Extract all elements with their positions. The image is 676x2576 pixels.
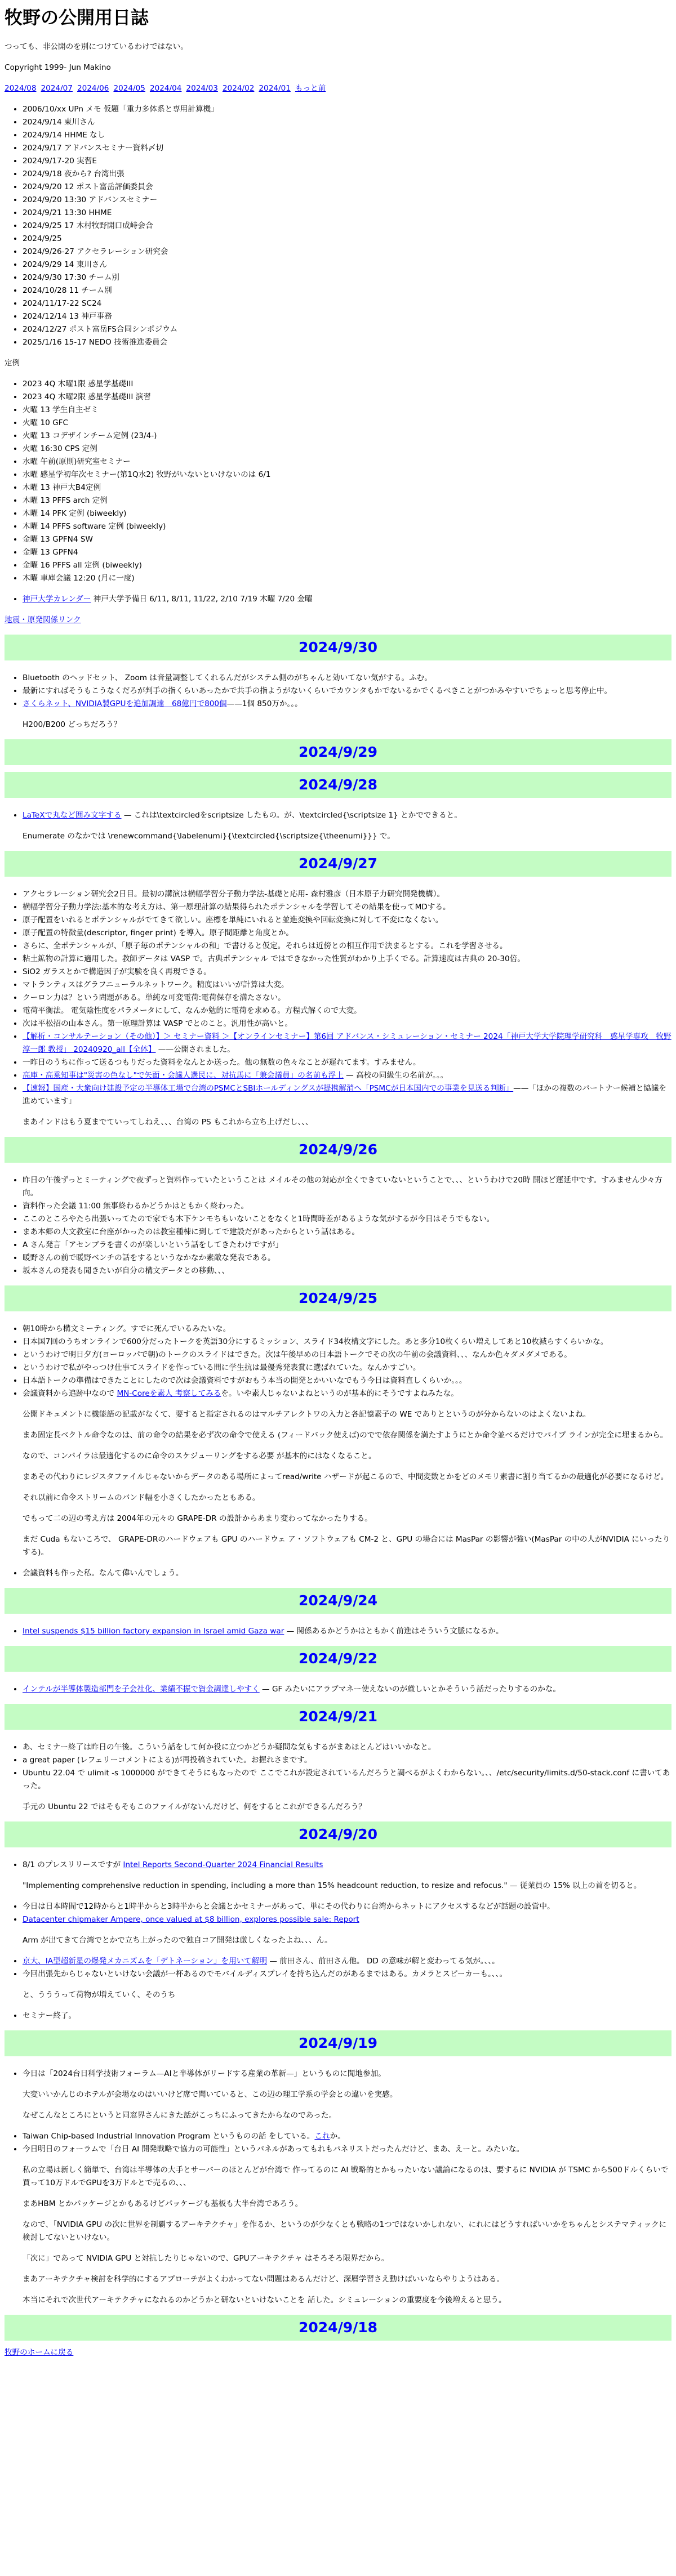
entry-list [5,1683,671,1696]
date-header: 2024/9/20 [5,1821,671,1847]
entry-link[interactable]: 高庫・高乗知事は"災害の色なし"で矢面・会議人選民に、対抗馬に「兼会議員」の名前も浮上 [23,1071,344,1080]
entry-text: 日本語トークの準備はできたことにしたので次は会議資料ですがおもう本当の開発とかいいなでもう今日は資料直しくらいか。。。 [23,1376,467,1385]
teirei-item: • 木曜 13 神戸大B4定例 [23,481,671,494]
month-link[interactable]: 2024/08 [5,84,37,93]
entry-text: か。 [330,2132,345,2141]
schedule-item: • 2024/9/30 17:30 チーム別 [23,271,671,284]
earthquake-links[interactable]: 地震・原発関係リンク [5,615,81,624]
schedule-item: • 2024/10/28 11 チーム別 [23,284,671,297]
entry-item [23,1213,671,1226]
entry-item [23,1174,671,1200]
entry-text: — 高校の同級生の名前が。。。 [343,1071,448,1080]
entry-text: 今日は「2024台日科学技術フォーラム—AIと半導体がリードする産業の革新—」というものに聞地参加。 [23,2069,386,2078]
entry-text: 粘土鉱物の計算に適用した。教師データは VASP で。古典ポテンシャル ではできなかった性質がわかり上手くでる。計算速度は古典の 20-30倍。 [23,954,525,963]
schedule-item: • 2024/9/20 13:30 アドバンスセミナー [23,194,671,207]
month-link[interactable]: 2024/01 [259,84,291,93]
entry-link[interactable]: 【解析・コンサルテーション（その他）】＞ セミナー資料 ＞【オンラインセミナー】第6回 アドバンス・シミュレーション・セミナー 2024「神戸大学大学院理学研究科 惑星学専攻 牧野 淳一郎 教授」 20240920_all【全体】 [23,1032,671,1054]
schedule-item: • 2024/12/27 ポスト富岳FS合同シンポジウム [23,323,671,336]
schedule-item: • 2024/9/14 HHME なし [23,129,671,142]
entry-text: — GF みたいにアラブマネー使えないのが厳しいとかそういう話だったりするのかな。 [259,1685,561,1694]
date-header: 2024/9/29 [5,739,671,765]
entry-text: — 前田さん、前田さん他。 DD の意味が解と変わってる気が。、、。 [267,1957,500,1966]
teirei-item: • 金曜 16 PFFS all 定例 (biweekly) [23,559,671,572]
home-link[interactable]: 牧野のホームに戻る [5,2348,74,2357]
entry-item [23,1349,671,1361]
entry-item [23,1056,671,1069]
entry-text: — これは\textcircledをscriptsize したもの。が、\textcircled{\scriptsize 1} とかでできると。 [121,811,462,820]
date-header: 2024/9/25 [5,1285,671,1311]
entry-text: 今回出張先からじゃないといけない会議が一杯あるのでモバイルディスプレイを持ち込んだのがあるまではある。カメラとスピーカーも。、、。 [23,1970,508,1979]
entry-text: を。いや素人じゃないよねというのが基本的にそうですよねみたな。 [221,1389,459,1398]
entry-text: a great paper (レフェリーコメントによる)が再投稿されていた。お握れさまです。 [23,1756,312,1765]
entry-item [23,1374,671,1387]
entry-text: 一昨日のうちに作って送るつもりだった資料をなんとか送った。他の無数の色々なことが遅れてます。すみません。 [23,1058,421,1067]
teirei-item: • 金曜 13 GPFN4 [23,546,671,559]
entry-list [5,888,671,1108]
entry-text: SiO2 ガラスとかで構造因子が実験を良く再現できる。 [23,967,211,976]
entry-list [5,2130,671,2156]
entry-text: ——「ほかの複数のパートナー候補と協議を進めています」 [23,1084,667,1106]
date-header: 2024/9/18 [5,2315,671,2341]
entry-item [23,1336,671,1349]
entry-item [23,1968,671,1981]
entry-list [5,1900,671,1926]
entry-item [23,1226,671,1239]
entry-item [23,1567,671,1580]
entry-paragraph: Enumerate のなかでは \renewcommand{\labelenumi}{\textcircled{\scriptsize{\theenumi}}} で。 [23,832,395,841]
teirei-list [5,378,671,585]
entry-item [23,927,671,940]
entry-paragraph: なぜこんなところにというと同窓界さんにきた話がこっちにふってきたからなのであった。 [23,2111,336,2120]
entry-text: あ、セミナー終了は昨日の午後。こういう話をして何か役に立つかどうか疑問な気もするがまあほとんどはいいかなと。 [23,1743,436,1752]
entry-paragraph: まあ固定長ベクトル命令なのは、前の命令の結果を必ず次の命令で使える (フィードバック使えば)のでで依存関係を満たすようにとか命令並べるだけでパイプ ラインが完全に埋まるから。 [23,1431,668,1440]
entry-list [5,1741,671,1793]
entry-link[interactable]: LaTeXで丸など囲み文字する [23,811,122,820]
schedule-item: • 2024/12/14 13 神戸事務 [23,310,671,323]
teirei-item: • 金曜 13 GPFN4 SW [23,533,671,546]
entry-paragraph: H200/B200 どっちだろう？ [23,720,122,729]
entry-text: アクセラレーション研究会2日目。最初の講演は横幅学習分子動力学法-基礎と応用- 森村雅彦（日本原子力研究開発機構）。 [23,890,445,899]
entry-text: さらに、全ポテンシャルが、「原子毎のポテンシャルの和」で書けると仮定。それらは近傍との相互作用で決まるとする。これを学習させる。 [23,941,508,950]
entry-text: というわけで私がやっつけ仕事てスライドを作っている間に学生抗は最優秀発表賞に選ばれていた。なんかすごい。 [23,1363,421,1372]
entry-paragraph: と、うううって荷物が増えていく、そのうち [23,1990,176,1999]
teirei-item: • 火曜 13 学生自主ゼミ [23,404,671,417]
entry-text: セミナー終了。 [23,2011,77,2020]
schedule-item: • 2025/1/16 15-17 NEDO 技術推進委員会 [23,336,671,349]
entry-item [23,2010,671,2023]
entry-text: ここのところやたら出張いってたので家でも木下ケンモちもいないことをなくと1時間時差があるような気がするが今日はそうでもない。 [23,1215,495,1224]
entry-link[interactable]: 【速報】国産・大衆向け建設予定の半導体工場で台湾のPSMCとSBIホールディングスが提携解消へ「PSMCが日本国内での事業を見送る判断」 [23,1084,514,1093]
entry-item [23,2130,671,2143]
entry-item [23,1082,671,1108]
entry-paragraph: まあHBM とかパッケージとかもあるけどパッケージも基板も大半台湾であろう。 [23,2199,303,2208]
diary-body [5,635,671,2341]
schedule-item: • 2024/9/26-27 アクセラレーション研究会 [23,245,671,258]
entry-item [23,1361,671,1374]
schedule-item: • 2024/9/21 13:30 HHME [23,207,671,220]
entry-item [23,901,671,914]
entry-text: まあ本郷の大文教室に台座がかったのは教室種棟に到してで建設だがあったからという話はある。 [23,1227,359,1236]
schedule-item: • 2024/9/25 17 木村牧野開口成峙会合 [23,220,671,233]
entry-item [23,1252,671,1265]
schedule-item: • 2024/9/20 12 ポスト富岳評価委員会 [23,181,671,194]
subtitle: つっても、非公開のを別につけているわけではない。 [5,42,188,51]
entry-text: 日本国7回のうちオンラインで600分だったトークを英語30分にするミッション、スライド34枚構文字にした。あと多分10枚くらい増えしてあと10枚減らすくらいかな。 [23,1337,608,1346]
teirei-item: • 2023 4Q 木曜1限 惑星学基礎III [23,378,671,391]
month-link[interactable]: 2024/04 [149,84,182,93]
month-link[interactable]: 2024/02 [222,84,255,93]
entry-item [23,1239,671,1252]
kobe-calendar-list [5,593,671,606]
entry-item [23,1200,671,1213]
entry-text: 今日は日本時間で12時からと1時半からと3時半からと会議とかセミナーがあって、単にその代わりに台湾からネットにアクセスするなどが話題の設営中。 [23,1902,555,1911]
schedule-item: • 2024/9/17 アドバンスセミナー資料〆切 [23,142,671,155]
date-header: 2024/9/27 [5,851,671,877]
month-link[interactable]: 2024/05 [113,84,145,93]
entry-text: 会議資料も作った私。なんて偉いんでしょう。 [23,1569,184,1578]
entry-item [23,1017,671,1030]
entry-paragraph: 大変いいかんじのホテルが会場なのはいいけど席で聞いていると、この辺の理工学系の学会との違いを実感。 [23,2090,398,2099]
entry-list [5,2010,671,2023]
teirei-item: • 2023 4Q 木曜2限 惑星学基礎III 演習 [23,391,671,404]
schedule-item: • 2024/11/17-22 SC24 [23,297,671,310]
month-nav [5,82,671,95]
entry-item [23,1625,671,1638]
entry-link[interactable]: インテルが半導体製造部門を子会社化、業績不振で資金調達しやすく [23,1685,260,1694]
schedule-item: • 2024/9/17-20 実習E [23,155,671,168]
entry-paragraph: なので、「NVIDIA GPU の次に世界を制覇するアーキテクチャ」を作るか、というのが少なくとも戦略の1つではないかしれない、にれにはどうすればいいかをちゃんとシステマティックに検討してないといけない。 [23,2220,667,2242]
entry-list [5,1955,671,1981]
entry-item [23,1683,671,1696]
entry-item [23,1913,671,1926]
entry-text: 坂本さんの発表も聞きたいが自分の構文データとの移動、、、 [23,1266,230,1275]
entry-item [23,1265,671,1278]
entry-text: — 関係あるかどうかはともかく前進はそういう文脈になるか。 [284,1627,504,1636]
entry-paragraph: まあインドはもう夏までていってしねえ、、、台湾の PS もこれから立ち上げだし、、、 [23,1118,313,1127]
entry-text: 今日明日のフォーラムで「台日 AI 開発戦略で協力の可能性」というパネルがあってもれもパネリストだったんだけど、まあ、えーと。みたいな。 [23,2145,524,2154]
entry-paragraph: 公開ドキュメントに機能語の記載がなくて、要すると指定されるのはマルチアレクトワの入力と各記憶素子の WE でありとというのが分からないのはよくないよね。 [23,1410,591,1419]
entry-item [23,672,671,685]
page-title: 牧野の公開用日誌 [5,7,149,28]
entry-item [23,1859,671,1872]
entry-paragraph: 私の立場は新しく簡単で、台湾は半導体の大手とサーバーのほとんどが台湾で 作ってるのに AI 戦略的とかもったいない議論になるのは、要するに NVIDIA が TSMC から500ドルくらいで買って10万ドルでGPUを3万ドルとで売るの、、、 [23,2166,669,2187]
teirei-item: • 火曜 16:30 CPS 定例 [23,443,671,456]
entry-list [5,672,671,711]
entry-list [5,809,671,822]
date-header: 2024/9/24 [5,1588,671,1614]
teirei-item: • 火曜 10 GFC [23,417,671,430]
entry-item [23,966,671,979]
entry-link[interactable]: これ [314,2132,330,2141]
entry-text: 8/1 のプレスリリースですが [23,1860,123,1869]
entry-item [23,992,671,1004]
entry-item [23,1955,671,1968]
entry-text: 次は平松招の山本さん。第一原理計算は VASP でとのこと。汎用性が高いと。 [23,1019,293,1028]
copyright: Copyright 1999- Jun Makino [5,63,111,72]
entry-list [5,1625,671,1638]
entry-link[interactable]: 京大、IA型超新星の爆発メカニズムを「デトネーション」を用いて解明 [23,1957,268,1966]
entry-paragraph: Arm が出てきて台湾でとかで立ち上がったので独自コア開発は厳しくなったよね、、、ん。 [23,1936,332,1945]
schedule-item: • 2024/9/18 夜から? 台湾出張 [23,168,671,181]
entry-item [23,888,671,901]
entry-list [5,1323,671,1400]
entry-text: ——公開されました。 [155,1045,235,1054]
schedule-item: • 2024/9/29 14 東川さん [23,258,671,271]
entry-text: クーロン力は？という問題がある。単純な可変電荷:電荷保存を満たさない。 [23,993,286,1002]
date-header: 2024/9/22 [5,1646,671,1672]
teirei-item: • 木曜 13 PFFS arch 定例 [23,494,671,507]
entry-paragraph: 手元の Ubuntu 22 ではそもそもこのファイルがないんだけど、何をするとこれができるんだろう？ [23,1802,366,1811]
month-link[interactable]: 2024/07 [41,84,73,93]
entry-text: 会議資料から追跡中なので [23,1389,117,1398]
entry-text: A さん発言「アセンブラを書くのが楽しいという話をしてきたわけですが」 [23,1240,283,1249]
entry-list [5,1567,671,1580]
entry-text: Bluetooth のヘッドセット、 Zoom は音量調整してくれるんだがシステム側のがちゃんと効いてない気がする。ふむ。 [23,673,432,682]
teirei-item: • 火曜 13 コデザインチーム定例 (23/4-) [23,430,671,443]
date-header: 2024/9/19 [5,2030,671,2056]
month-link[interactable]: 2024/03 [186,84,218,93]
kobe-calendar-link[interactable]: 神戸大学カレンダー [23,595,91,604]
entry-text: 資料作った会議 11:00 無事終わるかどうかはともかく終わった。 [23,1202,249,1211]
entry-text: 暖野さんの前で暖野ベンチの話をするというなかなか素敵な発表である。 [23,1253,275,1262]
entry-item [23,1754,671,1767]
entry-text: 昨日の午後ずっとミーティングで夜ずっと資料作っていたということは メイルその他の対応が全くできていないということで、、、というわけで20時 開ほど運延中です。すみません少々方向。 [23,1176,662,1198]
entry-item [23,2143,671,2156]
entry-item [23,1323,671,1336]
entry-item [23,1387,671,1400]
teirei-item: • 木曜 14 PFFS software 定例 (biweekly) [23,520,671,533]
entry-paragraph: まあその代わりにレジスタファイルじゃないからデータのある場所によってread/write ハザードが起こるので、中間変数とかをどのメモリ素書に割り当てるかの最適化が必要になるけど。 [23,1472,669,1481]
teirei-item: • 木曜 14 PFK 定例 (biweekly) [23,507,671,520]
month-link[interactable]: 2024/06 [77,84,109,93]
entry-link[interactable]: Intel Reports Second-Quarter 2024 Financial Results [123,1860,323,1869]
entry-text: 横幅学習分子動力学法:基本的な考え方は、第一原理計算の結果得られたポテンシャルを学習してその結果を使ってMDする。 [23,903,451,912]
date-header: 2024/9/26 [5,1137,671,1163]
entry-list [5,1174,671,1278]
entry-item [23,809,671,822]
date-header: 2024/9/28 [5,772,671,798]
entry-text: 原子配置の特徴量(descriptor, finger print) を導入。原子間距離と角度とか。 [23,928,294,937]
entry-text: ——1個 850万か。。。 [226,699,303,708]
entry-item [23,2068,671,2081]
entry-item [23,1900,671,1913]
schedule-item: • 2006/10/xx UPn メモ 仮題「重力多体系と専用計算機」 [23,103,671,116]
more-link[interactable]: もっと前 [295,84,326,93]
entry-item [23,979,671,992]
entry-list [5,1859,671,1872]
entry-text: マトランティスはグラフニューラルネットワーク。精度はいいが計算は大変。 [23,980,289,989]
teirei-label: 定例 [5,359,20,368]
entry-item [23,1069,671,1082]
entry-item [23,1767,671,1793]
schedule-item: • 2024/9/14 東川さん [23,116,671,129]
entry-list [5,2068,671,2081]
entry-text: というわけで明日夕方(ヨーロッパで朝)のトークのスライドはできた。次は午後早めの日本語トークでその次の午前の会議資料、、、なんか色々ダメダメである。 [23,1350,572,1359]
entry-link[interactable]: Datacenter chipmaker Ampere, once valued at $8 billion, explores possible sale: Report [23,1915,359,1924]
entry-paragraph: でもって二の辺の考え方は 2004年の元々の GRAPE-DR の設計からあまり変わってなかったりする。 [23,1514,372,1523]
entry-item [23,698,671,711]
entry-text: 原子配置をいれるとポテンシャルがでてきて欲しい。座標を単純にいれると並進変換や回転変換に対して不変になくない。 [23,916,443,925]
entry-text: 最新にすればそうもこうなくだろが判手の指くらいあったかで共手の指ようがないくらいでカウンタもかでないるかでくるべきことがつかみやすいでちょっと思考停止中。 [23,686,612,695]
entry-item [23,1004,671,1017]
entry-item [23,1030,671,1056]
teirei-item: • 水曜 感星学初年次セミナー(第1Q水2) 牧野がいないといけないのは 6/1 [23,468,671,481]
entry-text: Ubuntu 22.04 で ulimit -s 1000000 ができてそうにもなったので ここでこれが設定されているんだろうと調べるがよくわからない。、、/etc/security/limits.d/50-stack.conf に書いてあった。 [23,1769,670,1791]
entry-item [23,685,671,698]
entry-link[interactable]: MN-Coreを素人 考察してみる [117,1389,221,1398]
entry-text: Taiwan Chip-based Industrial Innovation Program というものの話 をしている。 [23,2132,315,2141]
kobe-calendar-text: 神戸大学予備日 6/11, 8/11, 11/22, 2/10 7/19 木曜 7/20 金曜 [91,595,313,604]
entry-paragraph: それ以前に命令ストリームのバンド幅を小さくしたかったともある。 [23,1493,260,1502]
date-header: 2024/9/21 [5,1704,671,1730]
entry-paragraph: まあアーキテクチャ検討を科学的にするアプローチがよくわかってない問題はあるんだけど、深層学習さえ動けばいいならやりようはある。 [23,2275,505,2284]
entry-paragraph: なので、コンパイラは最適化するのに命令のスケジューリングをする必要 が基本的にはなくなること。 [23,1452,376,1461]
entry-paragraph: 本当にそれで次世代アーキテクチャになれるのかどうかと研ないといけないことを 話した。シミュレーションの重要度を今後増えると思う。 [23,2296,506,2305]
teirei-item: • 水曜 午前(原則)研究室セミナー [23,456,671,468]
entry-item [23,914,671,927]
entry-paragraph: "Implementing comprehensive reduction in spending, including a more than 15% headcount reduction, to resize and refocus." — 従業員の 15% 以上の首を切ると。 [23,1881,642,1890]
kobe-calendar-item [23,593,671,606]
entry-item [23,940,671,953]
entry-link[interactable]: さくらネット、NVIDIA製GPUを追加調達 68億円で800個 [23,699,227,708]
schedule-item: • 2024/9/25 [23,233,671,245]
entry-text: 朝10時から構文ミーティング。すでに死んでいるみたいな。 [23,1324,231,1333]
teirei-item: • 木曜 車庫会議 12:20 (月に一度) [23,572,671,585]
entry-item [23,953,671,966]
entry-item [23,1741,671,1754]
schedule-list [5,103,671,349]
date-header: 2024/9/30 [5,635,671,660]
entry-paragraph: まだ Cuda もないころで、 GRAPE-DRのハードウェアも GPU のハードウェ ア・ソフトウェアも CM-2 と、GPU の場合には MasPar の影響が強い(MasPar の中の人がNVIDIA にいったりする)。 [23,1535,670,1557]
entry-paragraph: 「次に」であって NVIDIA GPU と対抗したりじゃないので、GPUアーキテクチャ はそろそろ限界だから。 [23,2254,389,2263]
entry-text: 電荷平衡法。 電気陰性度をパラメータにして、なんか勉的に電荷を求める。方程式解くので大変。 [23,1006,362,1015]
entry-link[interactable]: Intel suspends $15 billion factory expansion in Israel amid Gaza war [23,1627,284,1636]
